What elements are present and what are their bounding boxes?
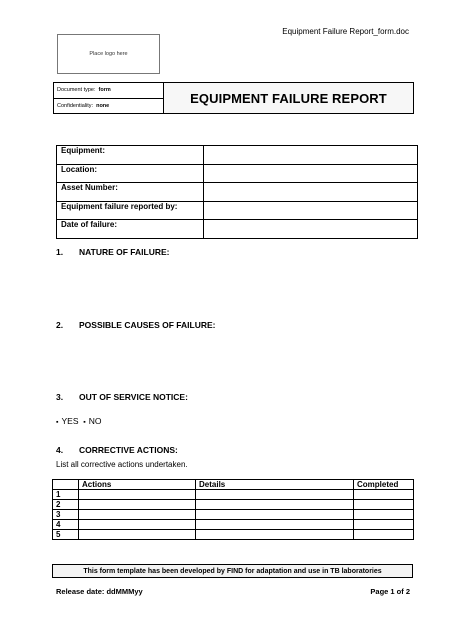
page-number: Page 1 of 2 — [370, 587, 410, 596]
equipment-info-table — [56, 145, 418, 239]
details-cell[interactable] — [196, 520, 354, 530]
row-index: 5 — [53, 530, 79, 540]
section-corrective-actions — [56, 445, 178, 455]
table-row — [53, 520, 414, 530]
actions-cell[interactable] — [79, 510, 196, 520]
row-index: 3 — [53, 510, 79, 520]
section-number: 1. — [56, 247, 64, 257]
date-of-failure-field[interactable] — [204, 220, 418, 239]
template-notice — [52, 564, 413, 578]
actions-cell[interactable] — [79, 490, 196, 500]
asset-number-label: Asset Number: — [57, 183, 204, 202]
details-cell[interactable] — [196, 530, 354, 540]
table-row — [53, 530, 414, 540]
column-header-completed: Completed — [354, 480, 414, 490]
table-header-row — [53, 480, 414, 490]
section-out-of-service — [56, 392, 188, 402]
row-index: 2 — [53, 500, 79, 510]
section-title: POSSIBLE CAUSES OF FAILURE: — [79, 320, 216, 330]
option-no[interactable]: NO — [88, 416, 102, 426]
document-type-value: form — [98, 87, 111, 94]
logo-placeholder — [57, 34, 160, 74]
table-row — [57, 201, 418, 220]
section-number: 2. — [56, 320, 64, 330]
document-type-cell — [54, 83, 163, 98]
column-header-details: Details — [196, 480, 354, 490]
completed-cell[interactable] — [354, 510, 414, 520]
completed-cell[interactable] — [354, 490, 414, 500]
section-number: 4. — [56, 445, 64, 455]
completed-cell[interactable] — [354, 500, 414, 510]
option-yes[interactable]: YES — [61, 416, 79, 426]
section-title: OUT OF SERVICE NOTICE: — [79, 392, 188, 402]
logo-placeholder-text: Place logo here — [89, 51, 128, 57]
confidentiality-cell — [54, 98, 163, 114]
table-row — [53, 500, 414, 510]
table-row — [57, 183, 418, 202]
row-index: 4 — [53, 520, 79, 530]
row-index: 1 — [53, 490, 79, 500]
completed-cell[interactable] — [354, 520, 414, 530]
document-meta — [54, 83, 164, 113]
corrective-actions-table — [52, 479, 414, 540]
location-label: Location: — [57, 164, 204, 183]
actions-cell[interactable] — [79, 500, 196, 510]
table-row — [57, 164, 418, 183]
out-of-service-options — [56, 416, 101, 426]
details-cell[interactable] — [196, 500, 354, 510]
section-possible-causes — [56, 320, 216, 330]
completed-cell[interactable] — [354, 530, 414, 540]
table-row — [53, 510, 414, 520]
actions-cell[interactable] — [79, 520, 196, 530]
table-row — [57, 146, 418, 165]
template-notice-text: This form template has been developed by FIND for adaptation and use in TB laboratories — [83, 567, 382, 575]
column-header-index — [53, 480, 79, 490]
bullet-icon: ▪ — [56, 419, 59, 426]
section-title: NATURE OF FAILURE: — [79, 247, 170, 257]
confidentiality-label: Confidentiality: — [57, 102, 94, 109]
details-cell[interactable] — [196, 490, 354, 500]
date-of-failure-label: Date of failure: — [57, 220, 204, 239]
reported-by-field[interactable] — [204, 201, 418, 220]
equipment-label: Equipment: — [57, 146, 204, 165]
document-type-label: Document type: — [57, 87, 96, 94]
section-nature-of-failure — [56, 247, 170, 257]
bullet-icon: ▪ — [83, 419, 86, 426]
section-number: 3. — [56, 392, 64, 402]
document-filename: Equipment Failure Report_form.doc — [282, 27, 409, 36]
actions-cell[interactable] — [79, 530, 196, 540]
details-cell[interactable] — [196, 510, 354, 520]
release-date: Release date: ddMMMyy — [56, 587, 143, 596]
column-header-actions: Actions — [79, 480, 196, 490]
reported-by-label: Equipment failure reported by: — [57, 201, 204, 220]
asset-number-field[interactable] — [204, 183, 418, 202]
section-title: CORRECTIVE ACTIONS: — [79, 445, 178, 455]
corrective-actions-note: List all corrective actions undertaken. — [56, 460, 188, 469]
document-header-table — [53, 82, 414, 114]
location-field[interactable] — [204, 164, 418, 183]
table-row — [57, 220, 418, 239]
table-row — [53, 490, 414, 500]
page-title: EQUIPMENT FAILURE REPORT — [164, 83, 413, 113]
equipment-field[interactable] — [204, 146, 418, 165]
confidentiality-value: none — [96, 102, 110, 109]
